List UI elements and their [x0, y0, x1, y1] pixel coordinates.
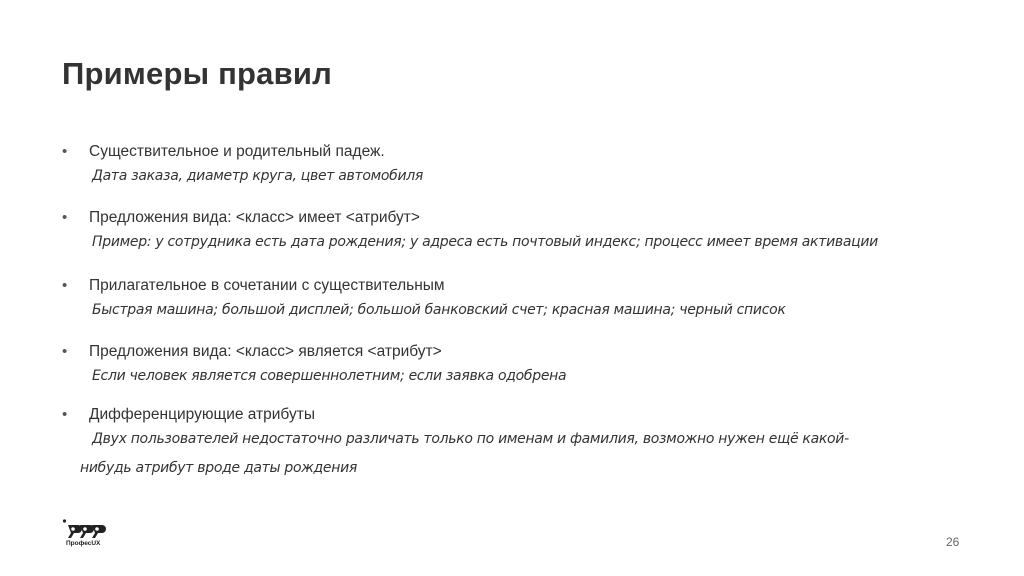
rule-example: Если человек является совершеннолетним; если заявка одобрена [92, 368, 567, 384]
bullet-icon: • [62, 143, 68, 160]
rule-example [80, 425, 992, 483]
logo-text: ПрофесUX [66, 540, 101, 547]
bullet-icon: • [62, 343, 68, 360]
rule-example: Быстрая машина; большой дисплей; большой банковский счет; красная машина; черный список [92, 302, 786, 318]
page-number: 26 [946, 535, 960, 549]
rule-example: Пример: у сотрудника есть дата рождения; у адреса есть почтовый индекс; процесс имеет время активации [92, 234, 878, 250]
bullet-icon: • [62, 277, 68, 294]
rule-label: Существительное и родительный падеж. [89, 143, 385, 160]
bullet-icon: • [62, 406, 68, 423]
rule-label: Предложения вида: <класс> имеет <атрибут> [89, 209, 420, 226]
rule-label: Прилагательное в сочетании с существительным [89, 277, 445, 294]
rule-example: Дата заказа, диаметр круга, цвет автомобиля [92, 168, 424, 184]
slide-title: Примеры правил [62, 56, 332, 91]
prof-logo-icon [62, 518, 112, 540]
company-logo [62, 518, 112, 550]
rule-example-line: нибудь атрибут вроде даты рождения [80, 460, 357, 476]
rule-label: Дифференцирующие атрибуты [89, 406, 315, 423]
bullet-icon: • [62, 209, 68, 226]
rule-example-line: Двух пользователей недостаточно различать только по именам и фамилия, возможно нужен ещё какой- [92, 431, 849, 447]
rule-label: Предложения вида: <класс> является <атрибут> [89, 343, 442, 360]
